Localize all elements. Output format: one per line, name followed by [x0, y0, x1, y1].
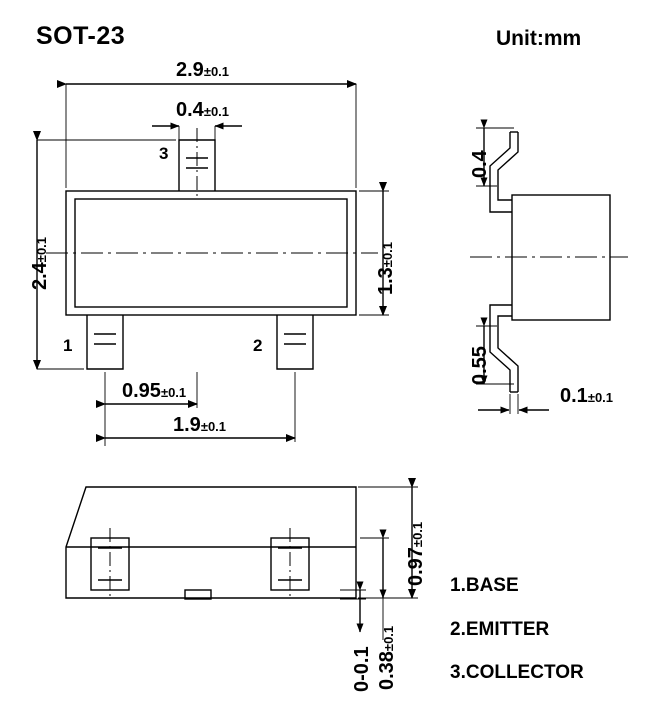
dim-front-height-value: 0.97	[405, 547, 427, 586]
dim-span-value: 1.9	[173, 414, 201, 436]
dim-side-thickness-value: 0.1	[560, 385, 588, 407]
legend-item-emitter: 2.EMITTER	[450, 619, 550, 640]
dim-span-tol: ±0.1	[200, 419, 227, 434]
dim-lead-thickness	[377, 626, 397, 690]
dim-side-lead-top	[470, 150, 490, 178]
legend-item-base: 1.BASE	[450, 575, 519, 596]
dim-front-height-tol: ±0.1	[410, 521, 425, 548]
dim-pitch	[122, 381, 186, 401]
dim-standoff	[352, 646, 372, 692]
pin-number-2: 2	[253, 336, 263, 355]
dim-span	[173, 415, 226, 435]
page-title: SOT-23	[36, 22, 126, 50]
dim-lead-width	[176, 100, 229, 120]
dim-top-width-tol: ±0.1	[203, 64, 230, 79]
dim-front-height	[406, 522, 426, 586]
dim-lead-thickness-value: 0.38	[376, 651, 398, 690]
unit-note: Unit:mm	[496, 27, 582, 50]
pin-number-1: 1	[63, 336, 73, 355]
dim-body-height	[376, 242, 396, 295]
dim-pitch-value: 0.95	[122, 380, 161, 402]
dim-side-thickness	[560, 386, 613, 406]
pin-number-3: 3	[159, 144, 169, 163]
dim-body-height-tol: ±0.1	[380, 241, 395, 268]
dim-overall-height-tol: ±0.1	[34, 236, 49, 263]
dim-overall-height	[30, 237, 50, 290]
dim-standoff-value: 0-0.1	[351, 646, 373, 692]
dim-lead-thickness-tol: ±0.1	[381, 625, 396, 652]
dim-top-width-value: 2.9	[176, 59, 204, 81]
dim-overall-height-value: 2.4	[29, 262, 51, 290]
dim-lead-width-value: 0.4	[176, 99, 204, 121]
dim-side-lead-top-value: 0.4	[469, 150, 491, 178]
dim-side-lead-bottom-value: 0.55	[469, 346, 491, 385]
dim-top-width	[176, 60, 229, 80]
dim-pitch-tol: ±0.1	[160, 385, 187, 400]
dim-side-lead-bottom	[470, 346, 490, 385]
dim-side-thickness-tol: ±0.1	[587, 390, 614, 405]
dim-body-height-value: 1.3	[375, 267, 397, 295]
dim-lead-width-tol: ±0.1	[203, 104, 230, 119]
legend-item-collector: 3.COLLECTOR	[450, 662, 584, 683]
